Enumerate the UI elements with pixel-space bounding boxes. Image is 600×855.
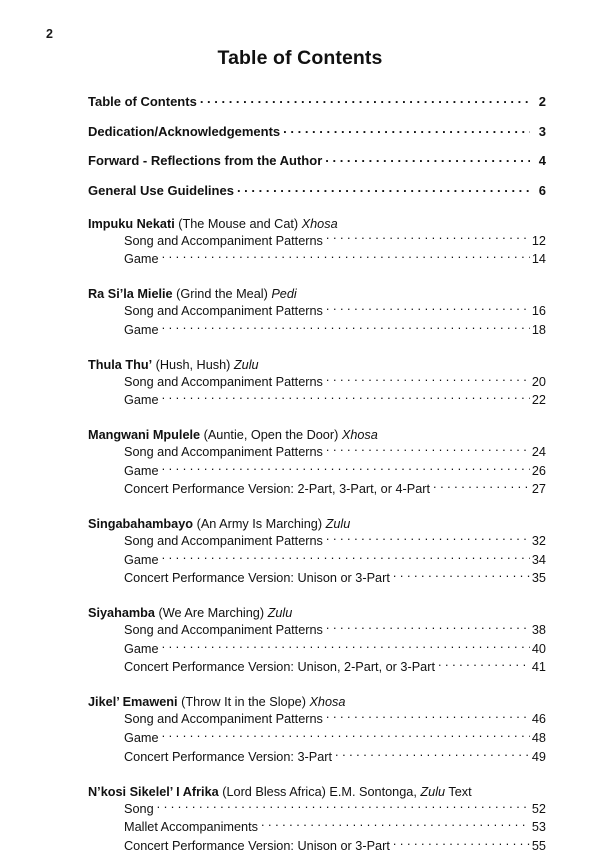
- toc-entry-row[interactable]: [124, 250, 546, 268]
- song-title: Jikel’ Emaweni: [88, 695, 178, 710]
- dot-leader: [200, 93, 530, 106]
- song-subentries: [124, 621, 546, 676]
- song-translation: (An Army Is Marching): [193, 517, 323, 532]
- dot-leader: [162, 391, 530, 404]
- toc-subentry-label: Concert Performance Version: Unison or 3-Part: [124, 571, 390, 586]
- toc-page-number: 55: [531, 838, 546, 853]
- song-heading: [88, 287, 546, 301]
- toc-page-number: 20: [531, 374, 546, 389]
- song-title: Siyahamba: [88, 606, 155, 621]
- page-number: 2: [46, 27, 53, 41]
- toc-subentry-label: Game: [124, 393, 159, 408]
- toc-entry-row[interactable]: [124, 232, 546, 250]
- toc-entry-label: Table of Contents: [88, 94, 197, 109]
- toc-page-number: 22: [531, 393, 546, 408]
- song-heading: [88, 358, 546, 372]
- song-heading: [88, 217, 546, 231]
- toc-entry-row[interactable]: [124, 480, 546, 498]
- toc-page-number: 41: [531, 660, 546, 675]
- toc-entry-row[interactable]: [124, 302, 546, 320]
- toc-entry-row[interactable]: [88, 182, 546, 198]
- song-translation: (Throw It in the Slope): [177, 695, 306, 710]
- toc-entry-row[interactable]: [124, 658, 546, 676]
- song-title: Impuku Nekati: [88, 216, 175, 231]
- toc-page-number: 40: [531, 641, 546, 656]
- toc-subentry-label: Game: [124, 731, 159, 745]
- song-title: Mangwani Mpulele: [88, 428, 201, 443]
- toc-subentry-label: Song and Accompaniment Patterns: [124, 534, 323, 549]
- song-language: Zulu: [322, 517, 351, 532]
- song-section: [88, 287, 546, 339]
- toc-page-number: 34: [531, 552, 546, 567]
- song-subentries: [124, 373, 546, 410]
- toc-entry-row[interactable]: [124, 532, 546, 550]
- song-subentries: [124, 443, 546, 498]
- toc-subentry-label: Mallet Accompaniments: [124, 820, 258, 835]
- toc-subentry-label: Game: [124, 322, 159, 337]
- song-title: Ra Si’la Mielie: [88, 287, 173, 302]
- toc-entry-row[interactable]: [124, 640, 546, 658]
- toc-page-number: 52: [531, 801, 546, 816]
- song-translation: (Hush, Hush): [152, 357, 231, 372]
- toc-subentry-label: Concert Performance Version: Unison or 3-Part: [124, 838, 390, 853]
- song-section: [88, 606, 546, 676]
- toc-entry-row[interactable]: [124, 462, 546, 480]
- toc-page-number: 32: [531, 534, 546, 549]
- table-of-contents: [88, 93, 546, 855]
- song-translation: (Auntie, Open the Door): [200, 428, 339, 443]
- toc-entry-row[interactable]: [124, 837, 546, 855]
- dot-leader: [326, 373, 530, 386]
- song-subentries: [124, 302, 546, 339]
- dot-leader: [162, 729, 530, 742]
- song-section: [88, 785, 546, 855]
- toc-entry-row[interactable]: [124, 391, 546, 409]
- toc-page-number: 48: [531, 731, 546, 745]
- song-language: Pedi: [267, 287, 297, 302]
- song-language: Zulu: [264, 606, 293, 621]
- song-heading: [88, 428, 546, 442]
- song-heading: [88, 606, 546, 620]
- toc-entry-row[interactable]: [88, 152, 546, 168]
- song-language: Zulu: [230, 357, 259, 372]
- toc-page-number: 49: [531, 749, 546, 764]
- toc-page-number: 4: [538, 153, 546, 168]
- toc-entry-label: General Use Guidelines: [88, 182, 234, 198]
- toc-page-number: 18: [531, 322, 546, 337]
- toc-page-number: 6: [538, 182, 546, 198]
- toc-entry-row[interactable]: [124, 551, 546, 569]
- dot-leader: [325, 152, 530, 165]
- dot-leader: [261, 818, 530, 831]
- toc-page-number: 53: [531, 820, 546, 835]
- dot-leader: [326, 622, 530, 635]
- toc-entry-row[interactable]: [124, 569, 546, 587]
- song-title: N’kosi Sikelel’ I Afrika: [88, 784, 219, 799]
- dot-leader: [393, 570, 530, 583]
- toc-entry-row[interactable]: [124, 621, 546, 639]
- dot-leader: [326, 232, 530, 245]
- song-heading-suffix: Text: [445, 784, 472, 799]
- toc-entry-row[interactable]: [88, 123, 546, 139]
- song-translation: (We Are Marching): [155, 606, 265, 621]
- toc-entry-label: Dedication/Acknowledgements: [88, 123, 281, 139]
- toc-entry-row[interactable]: [124, 443, 546, 461]
- toc-page-number: 16: [531, 304, 546, 319]
- song-subentries: [124, 532, 546, 587]
- dot-leader: [326, 302, 530, 315]
- toc-entry-row[interactable]: [124, 800, 546, 818]
- toc-subentry-label: Song and Accompaniment Patterns: [124, 233, 323, 248]
- song-translation: (Grind the Meal): [172, 287, 268, 302]
- song-language: Xhosa: [305, 695, 346, 710]
- toc-subentry-label: Song and Accompaniment Patterns: [124, 374, 323, 389]
- toc-page-number: 46: [531, 712, 546, 727]
- dot-leader: [283, 123, 530, 136]
- toc-page-number: 2: [538, 94, 546, 109]
- toc-entry-row[interactable]: [124, 748, 546, 766]
- song-section: [88, 217, 546, 269]
- song-title: Thula Thu’: [88, 357, 153, 372]
- toc-page-number: 24: [531, 445, 546, 460]
- toc-subentry-label: Game: [124, 463, 159, 478]
- dot-leader: [326, 444, 530, 457]
- dot-leader: [326, 533, 530, 546]
- song-subentries: [124, 710, 546, 765]
- toc-subentry-label: Concert Performance Version: Unison, 2-Part, or 3-Part: [124, 660, 435, 675]
- toc-page-number: 12: [531, 233, 546, 248]
- song-translation: (Lord Bless Africa) E.M. Sontonga,: [218, 784, 417, 799]
- song-section: [88, 358, 546, 410]
- dot-leader: [162, 321, 530, 334]
- toc-page-number: 3: [538, 123, 546, 139]
- dot-leader: [326, 711, 530, 724]
- song-section: [88, 695, 546, 765]
- toc-subentry-label: Game: [124, 252, 159, 267]
- song-title: Singabahambayo: [88, 517, 194, 532]
- page-title: Table of Contents: [217, 47, 383, 69]
- toc-entry-label: Forward - Reflections from the Author: [88, 153, 323, 168]
- toc-entry-row[interactable]: [88, 93, 546, 109]
- toc-subentry-label: Song and Accompaniment Patterns: [124, 445, 323, 460]
- toc-subentry-label: Song: [124, 801, 154, 816]
- song-heading: [88, 785, 546, 799]
- song-language: Xhosa: [338, 428, 378, 443]
- dot-leader: [162, 250, 530, 263]
- toc-subentry-label: Game: [124, 641, 159, 656]
- song-section: [88, 428, 546, 498]
- dot-leader: [237, 182, 530, 195]
- toc-subentry-label: Concert Performance Version: 3-Part: [124, 749, 333, 764]
- dot-leader: [438, 659, 530, 672]
- toc-page-number: 27: [531, 482, 546, 497]
- song-subentries: [124, 232, 546, 269]
- top-level-entries: [88, 93, 546, 198]
- dot-leader: [335, 748, 530, 761]
- dot-leader: [162, 640, 530, 653]
- song-heading: [88, 517, 546, 531]
- toc-entry-row[interactable]: [124, 818, 546, 836]
- dot-leader: [162, 551, 530, 564]
- dot-leader: [393, 837, 530, 850]
- toc-entry-row[interactable]: [124, 710, 546, 728]
- toc-entry-row[interactable]: [124, 373, 546, 391]
- toc-subentry-label: Song and Accompaniment Patterns: [124, 304, 323, 319]
- dot-leader: [162, 462, 530, 475]
- toc-subentry-label: Game: [124, 552, 159, 567]
- toc-entry-row[interactable]: [124, 729, 546, 747]
- toc-page-number: 35: [531, 571, 546, 586]
- toc-subentry-label: Song and Accompaniment Patterns: [124, 712, 323, 727]
- toc-page-number: 14: [531, 252, 546, 267]
- song-sections: [88, 217, 546, 855]
- song-section: [88, 517, 546, 587]
- toc-page-number: 26: [531, 463, 546, 478]
- toc-subentry-label: Song and Accompaniment Patterns: [124, 623, 323, 638]
- song-language: Zulu: [416, 784, 446, 799]
- song-subentries: [124, 800, 546, 855]
- toc-entry-row[interactable]: [124, 321, 546, 339]
- song-language: Xhosa: [298, 216, 338, 231]
- song-heading: [88, 695, 546, 709]
- toc-page-number: 38: [531, 623, 546, 638]
- toc-subentry-label: Concert Performance Version: 2-Part, 3-Part, or 4-Part: [124, 482, 431, 497]
- song-translation: (The Mouse and Cat): [174, 216, 299, 231]
- dot-leader: [157, 800, 530, 813]
- dot-leader: [433, 481, 530, 494]
